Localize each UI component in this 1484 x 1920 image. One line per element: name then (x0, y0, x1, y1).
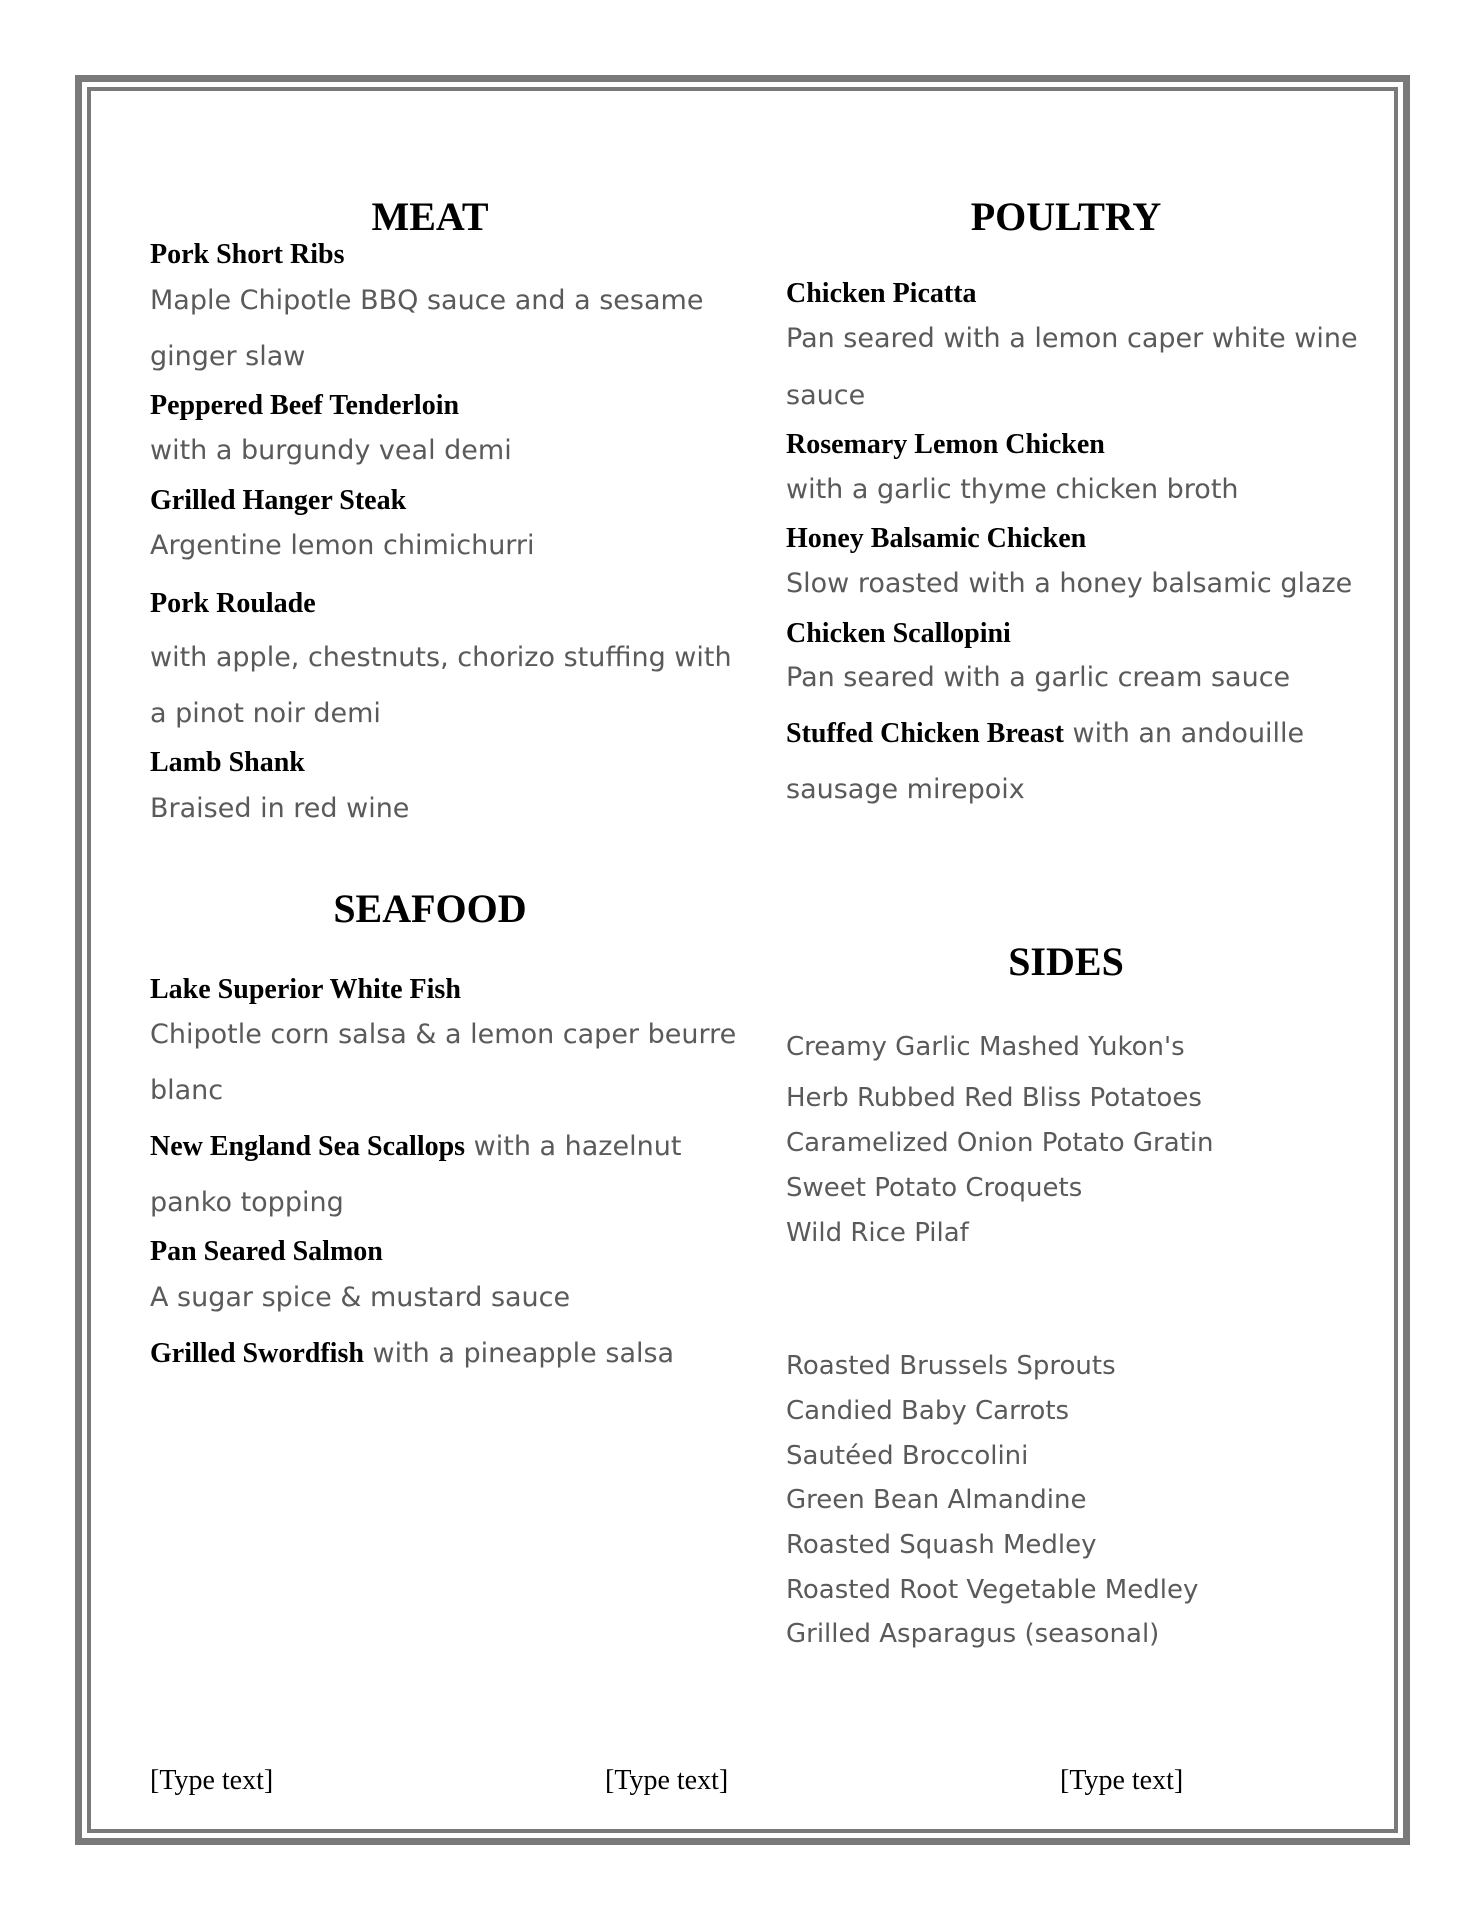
menu-item-desc: Pan seared with a garlic cream sauce (786, 662, 1291, 693)
menu-item-desc: sauce (786, 380, 866, 411)
menu-item-desc: with a garlic thyme chicken broth (786, 474, 1239, 505)
menu-item-desc: panko topping (150, 1187, 344, 1218)
menu-item-name: Pork Roulade (150, 588, 316, 619)
menu-item-name: Stuffed Chicken Breast (786, 718, 1064, 749)
menu-item-name: Chicken Scallopini (786, 618, 1011, 649)
menu-item-desc: Chipotle corn salsa & a lemon caper beurre (150, 1019, 737, 1050)
side-item: Wild Rice Pilaf (786, 1218, 969, 1248)
menu-item-desc: a pinot noir demi (150, 698, 381, 729)
menu-item-name: Pork Short Ribs (150, 239, 345, 270)
side-item: Roasted Root Vegetable Medley (786, 1575, 1199, 1605)
side-item: Roasted Brussels Sprouts (786, 1351, 1116, 1381)
poultry-heading: POULTRY (970, 194, 1162, 239)
menu-item-desc: Braised in red wine (150, 793, 410, 824)
side-item: Sweet Potato Croquets (786, 1173, 1083, 1203)
menu-item-desc: with a pineapple salsa (363, 1338, 675, 1369)
menu-item-line (786, 720, 1304, 748)
menu-item-line (150, 1340, 674, 1368)
footer-center-text[interactable]: [Type text] (605, 1765, 729, 1796)
menu-item-desc: A sugar spice & mustard sauce (150, 1282, 571, 1313)
menu-item-name: Grilled Hanger Steak (150, 485, 407, 516)
menu-item-name: Chicken Picatta (786, 278, 977, 309)
menu-item-desc: Pan seared with a lemon caper white wine (786, 323, 1358, 354)
side-item: Caramelized Onion Potato Gratin (786, 1128, 1214, 1158)
menu-item-desc: with a burgundy veal demi (150, 435, 512, 466)
menu-item-desc: Slow roasted with a honey balsamic glaze (786, 568, 1353, 599)
side-item: Sautéed Broccolini (786, 1441, 1029, 1471)
menu-item-desc: with a hazelnut (465, 1131, 682, 1162)
menu-item-desc: with apple, chestnuts, chorizo stuffing with (150, 642, 732, 673)
meat-heading: MEAT (371, 194, 489, 239)
menu-item-name: Lamb Shank (150, 747, 305, 778)
side-item: Grilled Asparagus (seasonal) (786, 1619, 1160, 1649)
menu-item-name: Honey Balsamic Chicken (786, 523, 1087, 554)
menu-item-name: Lake Superior White Fish (150, 974, 461, 1005)
menu-item-name: Pan Seared Salmon (150, 1236, 383, 1267)
menu-item-name: Peppered Beef Tenderloin (150, 390, 460, 421)
footer-right-text[interactable]: [Type text] (1060, 1765, 1184, 1796)
side-item: Candied Baby Carrots (786, 1396, 1070, 1426)
menu-item-name: Rosemary Lemon Chicken (786, 429, 1105, 460)
side-item: Roasted Squash Medley (786, 1530, 1097, 1560)
seafood-heading: SEAFOOD (333, 886, 527, 931)
side-item: Herb Rubbed Red Bliss Potatoes (786, 1083, 1202, 1113)
menu-item-desc: Maple Chipotle BBQ sauce and a sesame (150, 285, 704, 316)
menu-item-desc: Argentine lemon chimichurri (150, 530, 535, 561)
menu-item-line (150, 1133, 681, 1161)
menu-item-name: Grilled Swordfish (150, 1338, 364, 1369)
side-item: Creamy Garlic Mashed Yukon's (786, 1032, 1185, 1062)
menu-item-desc: blanc (150, 1075, 224, 1106)
menu-item-desc: ginger slaw (150, 341, 306, 372)
footer-left-text[interactable]: [Type text] (150, 1765, 274, 1796)
sides-heading: SIDES (1008, 939, 1124, 984)
menu-item-name: New England Sea Scallops (150, 1131, 466, 1162)
menu-item-desc: with an andouille (1063, 718, 1305, 749)
menu-item-desc: sausage mirepoix (786, 774, 1025, 805)
side-item: Green Bean Almandine (786, 1485, 1087, 1515)
